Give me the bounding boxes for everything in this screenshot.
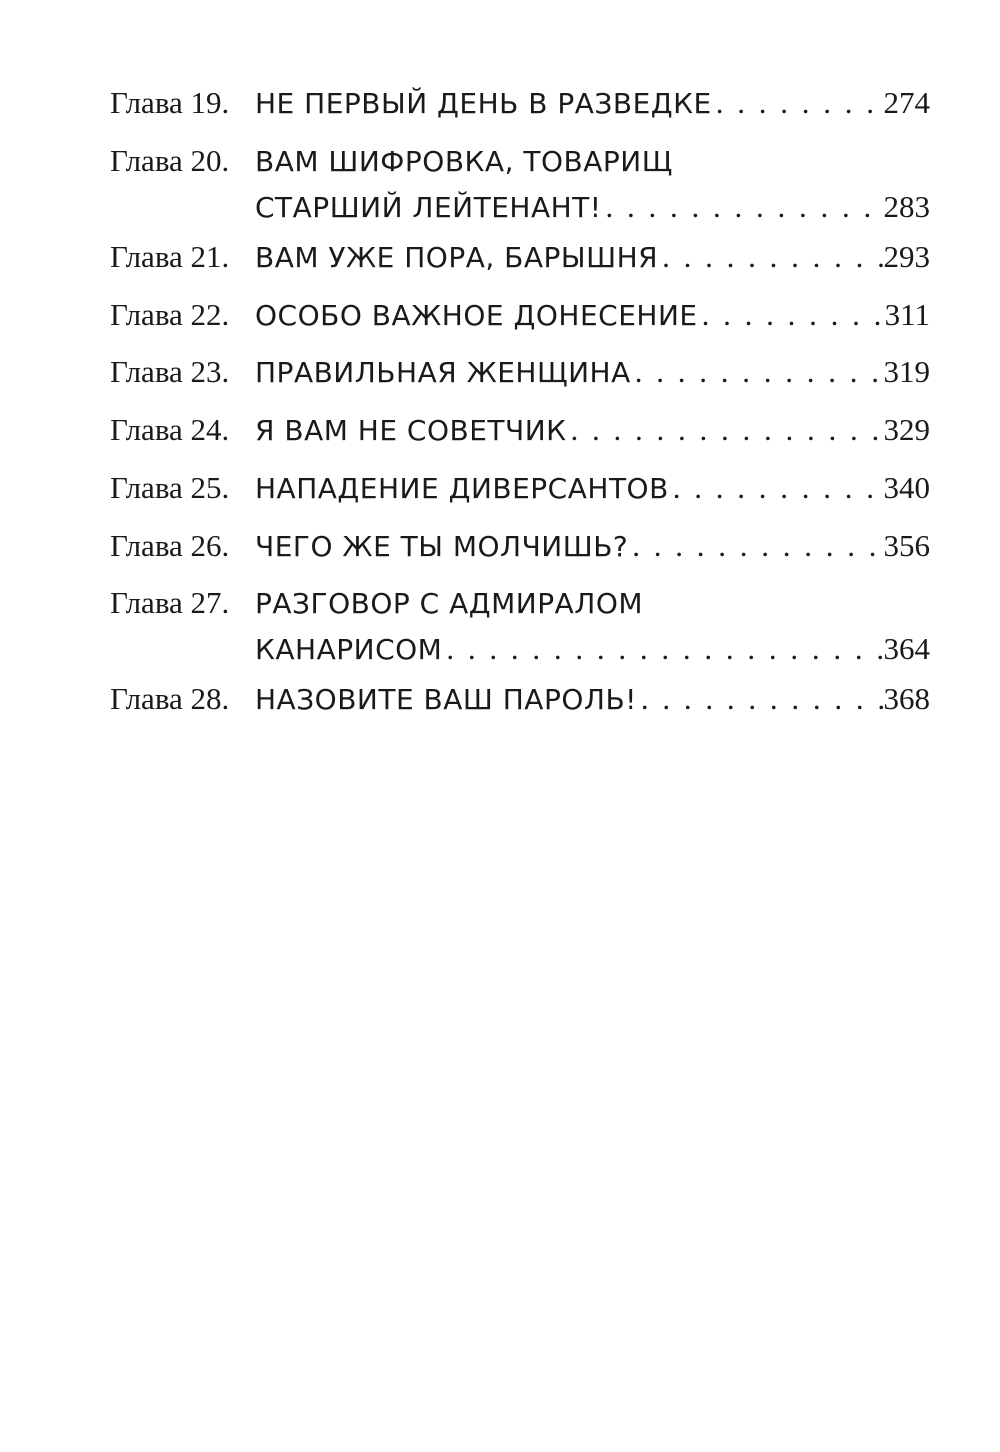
page-number: 319 <box>883 354 930 389</box>
chapter-title: НЕ ПЕРВЫЙ ДЕНЬ В РАЗВЕДКЕ <box>255 87 712 120</box>
chapter-label: Глава 24. <box>110 412 230 447</box>
chapter-title: Я ВАМ НЕ СОВЕТЧИК <box>255 414 567 447</box>
toc-entry <box>110 138 930 230</box>
toc-entry <box>110 523 930 569</box>
page-number: 356 <box>883 528 930 563</box>
dot-leader <box>628 523 883 569</box>
chapter-label: Глава 19. <box>110 85 230 120</box>
chapter-label: Глава 26. <box>110 528 230 563</box>
toc-entry <box>110 407 930 453</box>
dot-leader <box>637 676 884 722</box>
chapter-title: НАПАДЕНИЕ ДИВЕРСАНТОВ <box>255 472 669 505</box>
chapter-title-continuation: КАНАРИСОМ <box>255 633 443 666</box>
chapter-label: Глава 20. <box>110 143 230 178</box>
toc-entry <box>110 292 930 338</box>
toc-entry <box>110 80 930 126</box>
page-number: 329 <box>883 412 930 447</box>
chapter-label: Глава 21. <box>110 239 230 274</box>
chapter-label: Глава 28. <box>110 681 230 716</box>
page-number: 364 <box>883 631 930 666</box>
chapter-title: ВАМ УЖЕ ПОРА, БАРЫШНЯ <box>255 241 659 274</box>
chapter-title: ВАМ ШИФРОВКА, ТОВАРИЩ <box>255 145 673 178</box>
chapter-label: Глава 25. <box>110 470 230 505</box>
chapter-title-continuation: СТАРШИЙ ЛЕЙТЕНАНТ! <box>255 191 602 224</box>
page-number: 293 <box>883 239 930 274</box>
toc-entry <box>110 465 930 511</box>
toc-entry <box>110 676 930 722</box>
toc-entry <box>110 580 930 672</box>
toc-entry <box>110 234 930 280</box>
dot-leader <box>669 465 884 511</box>
dot-leader <box>658 234 883 280</box>
toc-entry <box>110 349 930 395</box>
page-number: 340 <box>883 470 930 505</box>
dot-leader <box>631 349 884 395</box>
page-number: 274 <box>883 85 930 120</box>
chapter-title: НАЗОВИТЕ ВАШ ПАРОЛЬ! <box>255 683 637 716</box>
page-number: 311 <box>884 297 930 332</box>
chapter-title: ПРАВИЛЬНАЯ ЖЕНЩИНА <box>255 356 631 389</box>
chapter-label: Глава 27. <box>110 585 230 620</box>
chapter-label: Глава 23. <box>110 354 230 389</box>
dot-leader <box>602 184 884 230</box>
chapter-label: Глава 22. <box>110 297 230 332</box>
chapter-title: РАЗГОВОР С АДМИРАЛОМ <box>255 587 644 620</box>
page-number: 283 <box>883 189 930 224</box>
dot-leader <box>567 407 884 453</box>
chapter-title: ОСОБО ВАЖНОЕ ДОНЕСЕНИЕ <box>255 299 698 332</box>
page-number: 368 <box>883 681 930 716</box>
dot-leader <box>698 292 885 338</box>
dot-leader <box>712 80 884 126</box>
dot-leader <box>442 626 883 672</box>
chapter-title: ЧЕГО ЖЕ ТЫ МОЛЧИШЬ? <box>255 530 629 563</box>
